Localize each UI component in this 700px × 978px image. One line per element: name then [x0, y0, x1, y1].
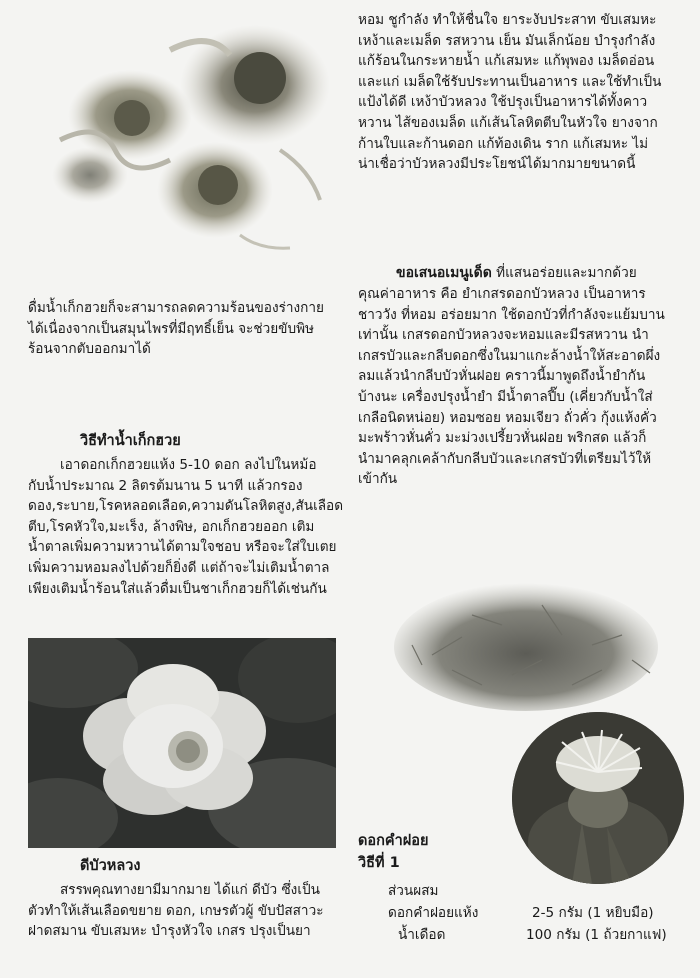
method-heading: วิธีที่ 1 — [358, 855, 400, 871]
ingredient-name: ดอกคำฝอยแห้ง — [388, 905, 479, 921]
safflower-flower-photo — [512, 712, 684, 884]
body-line: แก้ร้อนในกระหายน้ำ แก้เสมหะ แก้พุพอง เมล็ดอ่อน — [358, 53, 655, 70]
intro-line: ดื่มน้ำเก็กฮวยก็จะสามารถลดความร้อนของร่างกาย — [28, 300, 325, 316]
ingredient-row — [360, 902, 680, 924]
body-line: น่าเชื่อว่าบัวหลวงมีประโยชน์ได้มากมายขนาดนี้ — [358, 156, 636, 173]
ingredient-amount: 2-5 กรัม (1 หยิบมือ) — [532, 905, 654, 921]
intro-line: ร้อนจากตับออกมาได้ — [28, 341, 151, 358]
body-line: เข้ากัน — [358, 471, 398, 488]
body-line: คุณค่าอาหาร คือ ยำเกสรดอกบัวหลวง เป็นอาหาร — [358, 286, 646, 302]
menu-first-line — [358, 262, 678, 284]
body-line: เพิ่มความหอมลงไปด้วยก็ยิ่งดี แต่ถ้าจะไม่เติมน้ำตาล — [28, 559, 330, 576]
body-line: เท่านั้น เกสรดอกบัวหลวงจะหอมและมีรสหวาน นำ — [358, 327, 649, 344]
body-line: กับน้ำประมาณ 2 ลิตรต้มนาน 5 นาที แล้วกรอง — [28, 477, 303, 494]
body-line: หอม ชูกำลัง ทำให้ชื่นใจ ยาระงับประสาท ขับเสมหะ — [358, 12, 657, 28]
body-line: ลมแล้วนำกลีบบัวหั่นฝอย คราวนี้มาพูดถึงน้ำยำกัน — [358, 368, 646, 385]
body-line: เหง้าและเมล็ด รสหวาน เย็น มันเล็กน้อย บำรุงกำลัง — [358, 32, 656, 49]
ingredients-block — [360, 880, 680, 946]
body-line: เอาดอกเก็กฮวยแห้ง 5-10 ดอก ลงไปในหม้อ — [60, 457, 317, 473]
safflower-heading: ดอกคำฝอย — [358, 833, 429, 849]
body-line: ฝาดสมาน ขับเสมหะ บำรุงหัวใจ เกสร ปรุงเป็นยา — [28, 923, 311, 940]
body-line: มะพร้าวหั่นคั่ว มะม่วงเปรี้ยวหั่นฝอย พริกสด แล้วก็ — [358, 430, 647, 447]
body-line: ตีบ,โรคหัวใจ,มะเร็ง, ล้างพิษ, อกเก็กฮวยออก เติม — [28, 518, 315, 535]
body-line: สรรพคุณทางยามีมากมาย ได้แก่ ดีบัว ซึ่งเป็น — [60, 882, 320, 898]
body-line: ตัวทำให้เส้นเลือดขยาย ดอก, เกษรตัวผู้ ขับปัสสาวะ — [28, 902, 324, 919]
ingredient-amount: 100 กรัม (1 ถ้วยกาแฟ) — [526, 927, 667, 943]
body-line: ดอง,ระบาย,โรคหลอดเลือด,ความดันโลหิตสูง,สันเลือด — [28, 498, 344, 515]
section-heading-chrysanthemum-recipe: วิธีทำน้ำเก็กฮวย — [80, 433, 181, 449]
intro-line: ได้เนื่องจากเป็นสมุนไพรที่มีฤทธิ์เย็น จะช่วยขับพิษ — [28, 320, 315, 337]
body-line: เกลือนิดหน่อย) หอมซอย หอมเจียว ถั่วคั่ว กุ้งแห้งคั่ว — [358, 409, 657, 426]
ingredient-row — [360, 924, 680, 946]
body-line: ก้านใบและก้านดอก แก้ท้องเดิน ราก แก้เสมหะ ไม่ — [358, 135, 649, 152]
body-line: เพียงเติมน้ำร้อนใส่แล้วดื่มเป็นชาเก็กฮวยก็ได้เช่นกัน — [28, 580, 327, 597]
body-line: นำมาคลุกเคล้ากับกลีบบัวและเกสรบัวที่เตรียมไว้ให้ — [358, 450, 652, 467]
dried-safflower-pile-photo — [392, 565, 660, 715]
body-line: หวาน ไส้ของเมล็ด แก้เส้นโลหิตตีบในหัวใจ ยางจาก — [358, 114, 658, 131]
white-lotus-photo — [28, 638, 336, 848]
body-line: แป้งได้ดี เหง้าบัวหลวง ใช้ปรุงเป็นอาหารได้ทั้งคาว — [358, 94, 648, 111]
menu-first-rest: ที่แสนอร่อยและมากด้วย — [491, 265, 637, 281]
body-line: และแก่ เมล็ดใช้รับประทานเป็นอาหาร และใช้ทำเป็น — [358, 73, 662, 90]
body-line: น้ำตาลเพิ่มความหวานได้ตามใจชอบ หรือจะใส่ใบเตย — [28, 539, 337, 556]
section-heading-lotus: ดีบัวหลวง — [80, 858, 141, 874]
ingredient-name: น้ำเดือด — [398, 927, 446, 943]
body-line: บ้างนะ เครื่องปรุงน้ำยำ มีน้ำตาลปี๊บ (เคี่ยวกับน้ำใส่ — [358, 388, 653, 405]
body-line: เกสรบัวและกลีบดอกซึ่งในมาแกะล้างน้ำให้สะอาดผึ่ง — [358, 347, 661, 364]
body-line: ชาววัง ที่หอม อร่อยมาก ใช้ดอกบัวที่กำลังจะแย้มบาน — [358, 306, 665, 323]
menu-heading: ขอเสนอเมนูเด็ด — [396, 265, 492, 281]
ingredients-label: ส่วนผสม — [388, 883, 439, 899]
